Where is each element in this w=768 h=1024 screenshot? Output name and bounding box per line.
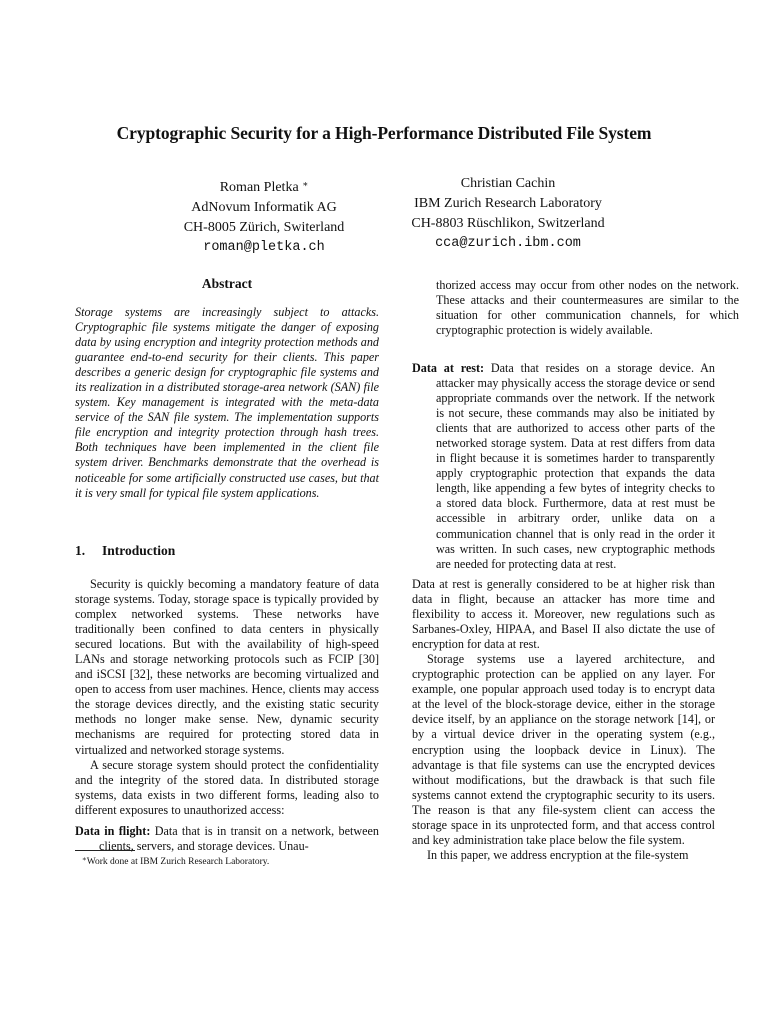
author-footnote-marker: ∗ [302, 179, 309, 189]
paper-title: Cryptographic Security for a High-Performance Distributed File System [116, 123, 652, 143]
introduction-right-column [412, 577, 715, 863]
author-block-2 [388, 174, 628, 254]
abstract-heading: Abstract [201, 276, 253, 291]
author-email-2: cca@zurich.ibm.com [435, 236, 581, 251]
data-in-flight-item: Data in flight: Data that is in transit on a network, between clients, servers, and storage devices. Unau- [75, 823, 379, 853]
intro-paragraph-5: In this paper, we address encryption at the file-system [427, 847, 689, 862]
author-address-2: CH-8803 Rüschlikon, Switzerland [411, 216, 605, 231]
author-name-1: Roman Pletka ∗ [219, 179, 309, 195]
intro-paragraph-1: Security is quickly becoming a mandatory feature of data storage systems. Today, storage space is typically provided by complex networked systems. These networks have traditionally been confined to data centers in physically secured locations. But with the availability of high-speed LANs and storage networking protocols such as FCIP [30] and iSCSI [32], these networks are becoming virtualized and open to access from user machines. Hence, clients may access the storage devices directly, and the existing static security methods no longer make sense. New, dynamic security mechanisms are required for protecting stored data in virtualized and networked storage systems. [75, 577, 379, 757]
intro-paragraph-2: A secure storage system should protect the confidentiality and the integrity of the stored data. In distributed storage systems, data exists in two different forms, leading also to different exposures to unauthorized access: [75, 757, 379, 817]
intro-paragraph-4: Storage systems use a layered architecture, and cryptographic protection can be applied on any layer. For example, one popular approach used today is to encrypt data at the level of the block-storage device, either in the storage device itself, by an appliance on the storage network [14], or by a virtual device driver in the operating system (e.g., encryption using the loopback device in Linux). The advantage is that file systems can use the encrypted devices without modifications, but the drawback is that such file systems cannot extend the cryptographic security to its users. The reason is that any file-system client can access the storage space in its unprotected form, and that access control and key administration take place below the file system. [412, 652, 715, 847]
data-in-flight-continuation: thorized access may occur from other nodes on the network. These attacks and their countermeasures are similar to the situation for other communication channels, for which cryptographic protection is widely available. [436, 278, 739, 338]
footnote-rule [75, 850, 135, 851]
footnote: ∗Work done at IBM Zurich Research Laboratory. [82, 855, 270, 867]
author-address-1: CH-8005 Zürich, Switerland [183, 220, 345, 235]
author-affiliation-1: AdNovum Informatik AG [191, 200, 337, 215]
section-heading-introduction: 1. Introduction [75, 543, 176, 558]
introduction-left-column [75, 577, 379, 854]
author-affiliation-2: IBM Zurich Research Laboratory [414, 196, 602, 211]
author-block-1 [144, 174, 384, 258]
data-at-rest-item: Data at rest: Data that resides on a storage device. An attacker may physically access the storage device or send appropriate commands over the network. If the network is not secure, these commands may also be initiated by clients that are authorized to access other parts of the networked storage system. Data at rest differs from data in flight because it is sometimes harder to transparently apply cryptographic protection that expands the data length, like appending a few bytes of integrity checks to a stored data block. Furthermore, data at rest must be accessible in arbitrary order, unlike data on a communication channel that is only read in the order it was written. In such cases, new cryptographic methods are needed for protecting data at rest. [412, 361, 715, 571]
abstract-text: Storage systems are increasingly subject to attacks. Cryptographic file systems mitigate the danger of exposing data by using encryption and integrity protection methods and guarantee end-to-end security for their clients. This paper describes a generic design for cryptographic file systems and its realization in a distributed storage-area network (SAN) file system. Key management is integrated with the meta-data service of the SAN file system. The implementation supports file encryption and integrity protection through hash trees. Both techniques have been implemented in the client file system driver. Benchmarks demonstrate that the overhead is noticeable for some artificially constructed use cases, but that it is very small for typical file system applications. [75, 305, 379, 500]
author-name-2: Christian Cachin [460, 176, 556, 191]
author-email-1: roman@pletka.ch [203, 240, 325, 255]
intro-paragraph-3: Data at rest is generally considered to be at higher risk than data in flight, because an attacker has more time and flexibility to access it. Moreover, new regulations such as Sarbanes-Oxley, HIPAA, and Basel II also dictate the use of encryption for data at rest. [412, 577, 715, 652]
